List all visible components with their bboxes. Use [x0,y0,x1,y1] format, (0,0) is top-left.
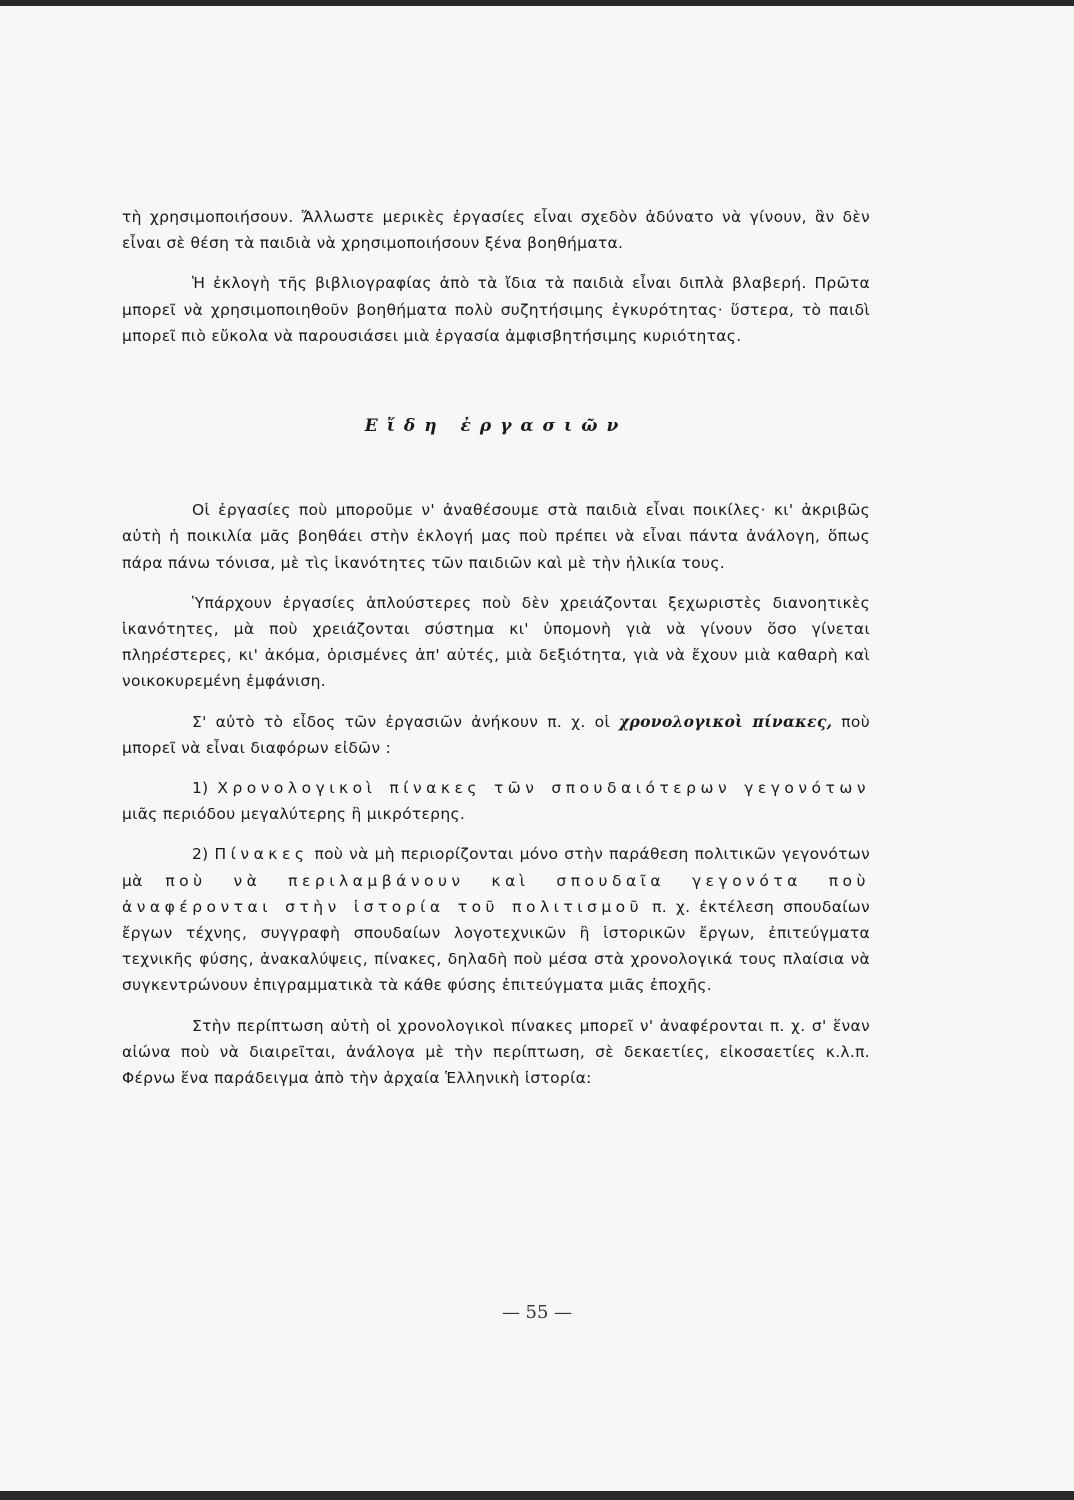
paragraph-6: Στὴν περίπτωση αὐτὴ οἱ χρονολογικοὶ πίνακες μπορεῖ ν' ἀναφέρονται π. χ. σ' ἕναν αἰώνα ποὺ νὰ διαιρεῖται, ἀνάλογα μὲ τὴν περίπτωση, σὲ δεκαετίες, εἰκοσαετίες κ.λ.π. Φέρνω ἕνα παράδειγμα ἀπὸ τὴν ἀρχαία Ἑλληνικὴ ἱστορία: [122,1016,870,1088]
page-number: — 55 — [501,1302,573,1323]
scan-border-top [0,0,1074,6]
list-item-2-spaced-1: Πίνακες [214,845,309,864]
list-item-2-number: 2) [192,845,215,864]
list-item-1 [122,775,870,827]
list-item-2-spaced-2: ποὺ νὰ περιλαμβάνουν καὶ σπουδαῖα γεγονότα ποὺ ἀναφέρονται στὴν ἱστορία τοῦ πολιτισμοῦ [122,871,870,916]
page-body [122,204,870,1091]
paragraph-1: τὴ χρησιμοποιήσουν. Ἄλλωστε μερικὲς ἐργασίες εἶναι σχεδὸν ἀδύνατο νὰ γίνουν, ἂν δὲν εἶναι σὲ θέση τὰ παιδιὰ νὰ χρησιμοποιήσουν ξένα βοηθήματα. [122,208,870,253]
list-item-1-end: μιᾶς περιόδου μεγαλύτερης ἢ μικρότερης. [122,805,466,824]
list-item-1-spaced: Χρονολογικοὶ πίνακες τῶν σπουδαιότερων γεγονότων [217,779,870,798]
paragraph-5-start: Σ' αὐτὸ τὸ εἶδος τῶν ἐργασιῶν ἀνήκουν π. χ. οἱ [192,712,620,731]
chronological-tables-emphasis: χρονολογικοὶ πίνακες, [619,711,833,731]
paragraph-4: Ὑπάρχουν ἐργασίες ἁπλούστερες ποὺ δὲν χρειάζονται ξεχωριστὲς διανοητικὲς ἱκανότητες, μὰ ποὺ χρειάζονται σύστημα κι' ὑπομονὴ γιὰ νὰ γίνουν ὅσο γίνεται πληρέστερες, κι' ἀκόμα, ὁρισμένες ἀπ' αὐτές, μιὰ δεξιότητα, γιὰ νὰ ἔχουν μιὰ καθαρὴ καὶ νοικοκυρεμένη ἐμφάνιση. [122,593,870,691]
list-item-2-middle: ποὺ νὰ μὴ περιορίζονται μόνο στὴν παράθεση πολιτικῶν γεγονότων μὰ [122,845,870,890]
paragraph-5 [122,709,870,761]
list-item-2-end: π. χ. ἐκτέλεση σπουδαίων ἔργων τέχνης, συγγραφὴ σπουδαίων λογοτεχνικῶν ἢ ἱστορικῶν ἔργων, ἐπιτεύγματα τεχνικῆς φύσης, ἀνακαλύψεις, πίνακες, δηλαδὴ ποὺ μέσα στὰ χρονολογικά τους πλαίσια νὰ συγκεντρώνουν ἐπιγραμματικὰ τὰ κάθε φύσης ἐπιτεύγματα μιᾶς ἐποχῆς. [122,897,870,995]
scan-border-bottom [0,1491,1074,1500]
paragraph-3: Οἱ ἐργασίες ποὺ μποροῦμε ν' ἀναθέσουμε στὰ παιδιὰ εἶναι ποικίλες· κι' ἀκριβῶς αὐτὴ ἡ ποικιλία μᾶς βοηθάει στὴν ἐκλογή μας ποὺ πρέπει νὰ εἶναι πάντα ἀνάλογη, ὅπως πάρα πάνω τόνισα, μὲ τὶς ἱκανότητες τῶν παιδιῶν καὶ μὲ τὴν ἡλικία τους. [122,501,870,572]
section-heading: Εἴδη ἐργασιῶν [364,416,628,437]
paragraph-5-end: ποὺ μπορεῖ νὰ εἶναι διαφόρων εἰδῶν : [122,712,870,757]
list-item-1-number: 1) [192,779,218,798]
list-item-2 [122,841,870,998]
paragraph-2: Ἡ ἐκλογὴ τῆς βιβλιογραφίας ἀπὸ τὰ ἴδια τὰ παιδιὰ εἶναι διπλὰ βλαβερή. Πρῶτα μπορεῖ νὰ χρησιμοποιηθοῦν βοηθήματα πολὺ συζητήσιμης ἐγκυρότητας· ὕστερα, τὸ παιδὶ μπορεῖ πιὸ εὔκολα νὰ παρουσιάσει μιὰ ἐργασία ἀμφισβητήσιμης κυριότητας. [122,274,870,345]
